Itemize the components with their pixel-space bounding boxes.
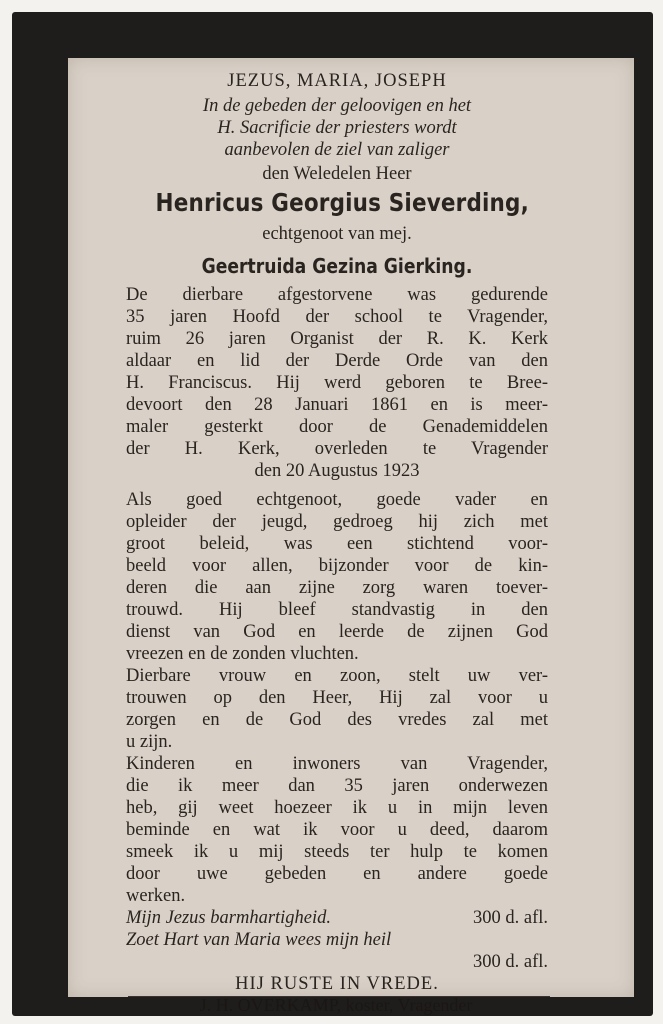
bio-line: devoort den 28 Januari 1861 en is meer- (126, 395, 548, 415)
printer-line: J. H. OVERKAMP, koster, Vragender (199, 995, 473, 1015)
deceased-name: Henricus Georgius Sieverding, (155, 188, 529, 217)
prayer-2: Zoet Hart van Maria wees mijn heil (126, 930, 392, 950)
villagers-line: door uwe gebeden en andere goede (126, 864, 548, 884)
intro-line-2: H. Sacrificie der priesters wordt (217, 118, 457, 138)
title-line: den Weledelen Heer (262, 164, 412, 184)
intro-line-1: In de gebeden der geloovigen en het (202, 96, 472, 116)
bio-line: maler gesterkt door de Genademiddelen (126, 417, 548, 437)
bio-line: H. Franciscus. Hij werd geboren te Bree- (126, 373, 548, 393)
villagers-line-last: werken. (126, 886, 186, 906)
intro-line-3: aanbevolen de ziel van zaliger (224, 140, 450, 160)
family-line: zorgen en de God des vredes zal met (126, 710, 548, 730)
spouse-name: Geertruida Gezina Gierking. (201, 254, 473, 278)
prayer-1-text: Mijn Jezus barmhartigheid. (126, 908, 332, 928)
villagers-line: beminde en wat ik voor u deed, daarom (126, 820, 548, 840)
bio-line: ruim 26 jaren Organist der R. K. Kerk (126, 329, 548, 349)
bio-line: De dierbare afgestorvene was gedurende (126, 285, 548, 305)
bio-line: aldaar en lid der Derde Orde van den (126, 351, 548, 371)
card-paper (68, 58, 634, 997)
prayer-2-indulgence: 300 d. afl. (472, 952, 548, 972)
family-line: trouwen op den Heer, Hij zal voor u (126, 688, 548, 708)
bio-line: 35 jaren Hoofd der school te Vragender, (126, 307, 548, 327)
prayer-1 (126, 907, 548, 929)
virtues-line: Als goed echtgenoot, goede vader en (126, 490, 548, 510)
villagers-line: die ik meer dan 35 jaren onderwezen (126, 776, 548, 796)
header: JEZUS, MARIA, JOSEPH (227, 71, 447, 91)
family-line: Dierbare vrouw en zoon, stelt uw ver- (126, 666, 548, 686)
virtues-line: dienst van God en leerde de zijnen God (126, 622, 548, 642)
mourning-card-border (12, 12, 653, 1016)
virtues-line-last: vreezen en de zonden vluchten. (126, 644, 359, 664)
virtues-line: groot beleid, was een stichtend voor- (126, 534, 548, 554)
virtues-line: trouwd. Hij bleef standvastig in den (126, 600, 548, 620)
spouse-intro: echtgenoot van mej. (262, 224, 412, 244)
virtues-line: deren die aan zijne zorg waren toever- (126, 578, 548, 598)
death-date: den 20 Augustus 1923 (254, 461, 420, 481)
virtues-line: opleider der jeugd, gedroeg hij zich met (126, 512, 548, 532)
bio-line: der H. Kerk, overleden te Vragender (126, 439, 548, 459)
villagers-line: smeek ik u mij steeds ter hulp te komen (126, 842, 548, 862)
prayer-1-indulgence: 300 d. afl. (472, 908, 548, 928)
family-line-last: u zijn. (126, 732, 173, 752)
virtues-line: beeld voor allen, bijzonder voor de kin- (126, 556, 548, 576)
villagers-line: Kinderen en inwoners van Vragender, (126, 754, 548, 774)
closing: HIJ RUSTE IN VREDE. (235, 974, 439, 994)
villagers-line: heb, gij weet hoezeer ik u in mijn leven (126, 798, 548, 818)
